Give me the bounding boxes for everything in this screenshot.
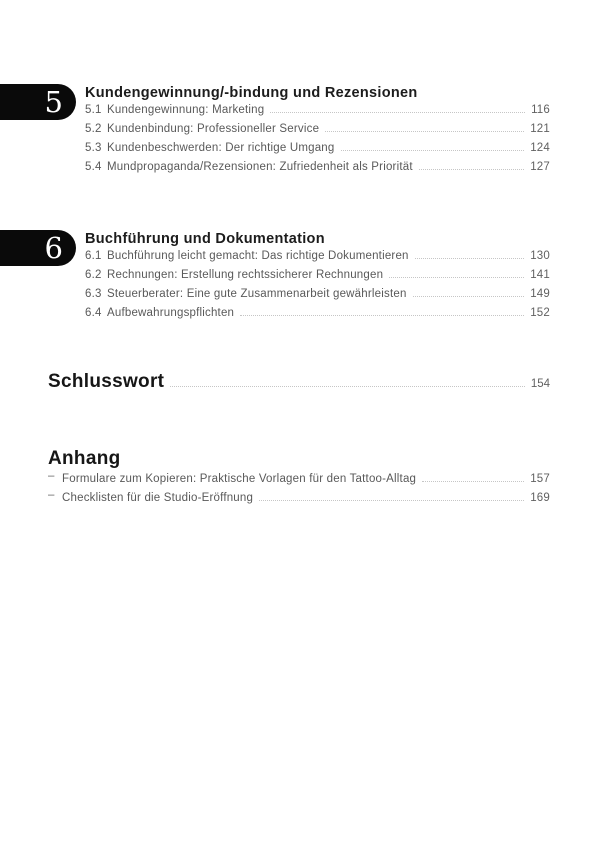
dotted-leader <box>259 500 524 501</box>
dotted-leader <box>270 112 525 113</box>
dotted-leader <box>389 277 524 278</box>
dotted-leader <box>413 296 525 297</box>
toc-entry <box>85 288 550 307</box>
closing-entry <box>48 371 550 393</box>
dash-bullet-icon: – <box>48 470 55 482</box>
entry-number: 5.1 <box>85 104 102 116</box>
chapter-number-tab <box>0 84 76 120</box>
entry-number: 6.4 <box>85 307 102 319</box>
toc-entry <box>85 104 550 123</box>
toc-entry <box>85 307 550 326</box>
toc-entry <box>85 142 550 161</box>
entry-number: 5.3 <box>85 142 102 154</box>
entry-page-number: 130 <box>530 250 550 262</box>
dotted-leader <box>419 169 524 170</box>
entry-page-number: 149 <box>530 288 550 300</box>
chapter-5-section <box>85 85 550 180</box>
entry-page-number: 121 <box>530 123 550 135</box>
entry-page-number: 157 <box>530 473 550 485</box>
dotted-leader <box>240 315 524 316</box>
entry-title: Kundenbeschwerden: Der richtige Umgang <box>107 142 335 154</box>
dotted-leader <box>170 386 525 387</box>
entry-page-number: 127 <box>530 161 550 173</box>
entry-title: Formulare zum Kopieren: Praktische Vorlagen für den Tattoo-Alltag <box>62 473 417 485</box>
toc-entry <box>85 161 550 180</box>
appendix-section <box>48 448 550 511</box>
entry-title: Aufbewahrungspflichten <box>107 307 235 319</box>
toc-entry <box>85 269 550 288</box>
entry-title: Kundenbindung: Professioneller Service <box>107 123 320 135</box>
toc-entry <box>85 123 550 142</box>
entry-title: Steuerberater: Eine gute Zusammenarbeit gewährleisten <box>107 288 407 300</box>
chapter-6-section <box>85 231 550 326</box>
toc-entry <box>48 489 550 511</box>
entry-title: Buchführung leicht gemacht: Das richtige Dokumentieren <box>107 250 409 262</box>
dotted-leader <box>415 258 525 259</box>
entry-page-number: 141 <box>530 269 550 281</box>
entry-number: 6.3 <box>85 288 102 300</box>
entry-number: 5.2 <box>85 123 102 135</box>
dash-bullet-icon: – <box>48 489 55 501</box>
chapter-number: 5 <box>44 84 63 119</box>
entry-page-number: 124 <box>530 142 550 154</box>
entry-page-number: 169 <box>530 492 550 504</box>
entry-number: 6.2 <box>85 269 102 281</box>
toc-entry <box>48 470 550 492</box>
toc-entry <box>85 250 550 269</box>
dotted-leader <box>325 131 524 132</box>
entry-title: Mundpropaganda/Rezensionen: Zufriedenheit als Priorität <box>107 161 413 173</box>
entry-page-number: 154 <box>530 378 550 390</box>
entry-page-number: 152 <box>530 307 550 319</box>
section-title: Buchführung und Dokumentation <box>85 231 325 247</box>
appendix-title: Anhang <box>48 448 121 469</box>
chapter-number-tab <box>0 230 76 266</box>
entry-title: Checklisten für die Studio-Eröffnung <box>62 492 254 504</box>
entry-number: 5.4 <box>85 161 102 173</box>
dotted-leader <box>422 481 524 482</box>
dotted-leader <box>341 150 525 151</box>
section-title: Kundengewinnung/-bindung und Rezensionen <box>85 85 418 101</box>
closing-title: Schlusswort <box>48 371 165 392</box>
entry-page-number: 116 <box>531 104 550 116</box>
entry-title: Kundengewinnung: Marketing <box>107 104 265 116</box>
entry-number: 6.1 <box>85 250 102 262</box>
chapter-number: 6 <box>44 230 63 265</box>
entry-title: Rechnungen: Erstellung rechtssicherer Rechnungen <box>107 269 384 281</box>
